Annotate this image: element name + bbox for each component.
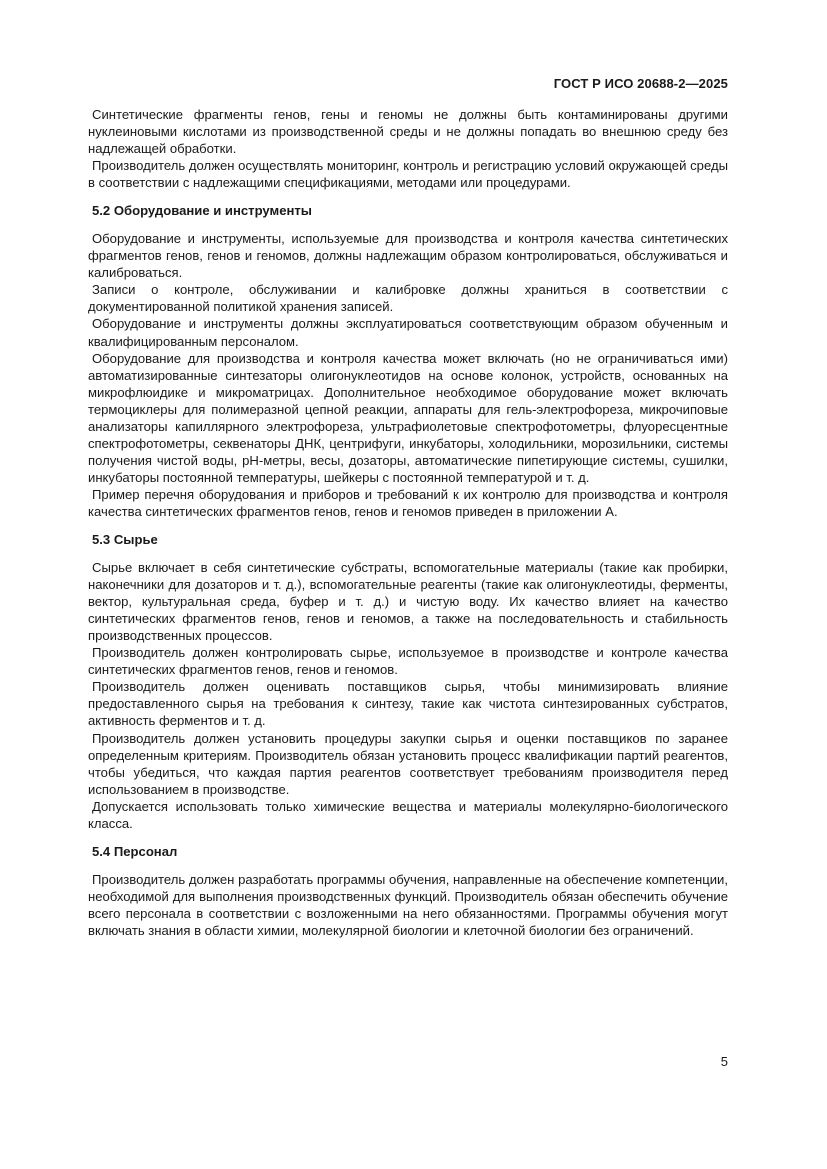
section-paragraph: Записи о контроле, обслуживании и калибровке должны храниться в соответствии с документированной политикой хранения записей. [88, 282, 728, 315]
section-paragraph: Производитель должен разработать программы обучения, направленные на обеспечение компетенции, необходимой для выполнения производственных функций. Производитель обязан обеспечить обучение всего персонала в соответствии с возложенными на него обязанностями. Программы обучения могут включать знания в области химии, молекулярной биологии и клеточной биологии без ограничений. [88, 871, 728, 938]
section-paragraph: Пример перечня оборудования и приборов и требований к их контролю для производства и контроля качества синтетических фрагментов генов, генов и геномов приведен в приложении А. [88, 486, 728, 519]
section-paragraph: Оборудование и инструменты должны эксплуатироваться соответствующим образом обученным и квалифицированным персоналом. [88, 316, 728, 349]
section-heading: 5.4 Персонал [92, 843, 178, 859]
section-paragraph: Сырье включает в себя синтетические субстраты, вспомогательные материалы (такие как пробирки, наконечники для дозаторов и т. д.), вспомогательные реагенты (такие как олигонуклеотиды, ферменты, вектор, культуральная среда, буфер и т. д.) и чистую воду. Их качество влияет на качество синтетических фрагментов генов, генов и геномов, а также на последовательность и стабильность производственных процессов. [88, 560, 728, 644]
section-paragraph: Производитель должен установить процедуры закупки сырья и оценки поставщиков по заранее определенным критериям. Производитель обязан установить процесс квалификации партий реагентов, чтобы убедиться, что каждая партия реагентов соответствует требованиям производителя перед использованием в производстве. [88, 730, 728, 797]
section-paragraph: Производитель должен контролировать сырье, используемое в производстве и контроле качества синтетических фрагментов генов, генов и геномов. [88, 645, 728, 678]
section-5-3 [88, 531, 728, 832]
section-heading: 5.2 Оборудование и инструменты [92, 203, 312, 219]
page-number: 5 [720, 1054, 728, 1069]
section-paragraph: Оборудование и инструменты, используемые для производства и контроля качества синтетических фрагментов генов, генов и геномов, должны надлежащим образом контролироваться, обслуживаться и калиброваться. [88, 231, 728, 281]
section-paragraph: Допускается использовать только химические вещества и материалы молекулярно-биологического класса. [88, 798, 728, 831]
standard-code-header: ГОСТ Р ИСО 20688-2—2025 [553, 76, 728, 91]
section-heading: 5.3 Сырье [92, 532, 158, 548]
section-5-4 [88, 843, 728, 939]
intro-block [88, 106, 728, 191]
intro-paragraph: Производитель должен осуществлять мониторинг, контроль и регистрацию условий окружающей среды в соответствии с надлежащими спецификациями, методами или процедурами. [88, 158, 728, 191]
section-paragraph: Оборудование для производства и контроля качества может включать (но не ограничиваться ими) автоматизированные синтезаторы олигонуклеотидов на основе колонок, устройств, основанных на микрофлюидике и микроматрицах. Дополнительное необходимое оборудование может включать термоциклеры для полимеразной цепной реакции, аппараты для гель-электрофореза, микрочиповые анализаторы капиллярного электрофореза, ультрафиолетовые спектрофотометры, флуоресцентные спектрофотометры, секвенаторы ДНК, центрифуги, инкубаторы, холодильники, морозильники, системы получения чистой воды, pH-метры, весы, дозаторы, автоматические пипетирующие системы, сушилки, инкубаторы постоянной температуры, шейкеры с постоянной температурой и т. д. [88, 350, 728, 485]
section-paragraph: Производитель должен оценивать поставщиков сырья, чтобы минимизировать влияние предоставленного сырья на требования к синтезу, такие как чистота синтезированных субстратов, активность ферментов и т. д. [88, 679, 728, 729]
section-5-2 [88, 202, 728, 520]
intro-paragraph: Синтетические фрагменты генов, гены и геномы не должны быть контаминированы другими нуклеиновыми кислотами из производственной среды и не должны попадать во внешнюю среду без надлежащей обработки. [88, 107, 728, 157]
document-body [88, 106, 728, 939]
